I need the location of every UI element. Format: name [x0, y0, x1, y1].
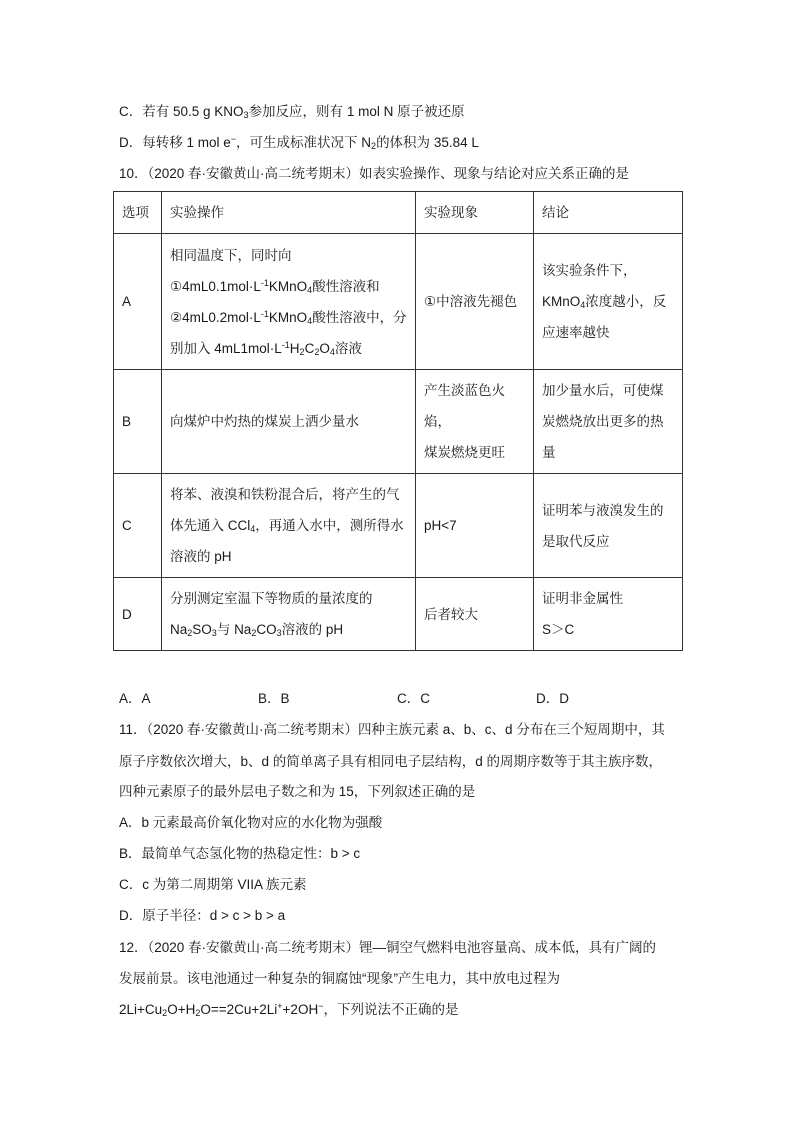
- table-row: [114, 578, 683, 651]
- table-header-row: [114, 192, 683, 234]
- q9-option-d: D．每转移 1 mol e−，可生成标准状况下 $N_2$的体积为 35.84 L: [119, 134, 479, 151]
- row-operation: 相同温度下，同时向 $①4mL0.1mol\cdot L^{-1}KMnO_4$酸性溶液和 $②4mL0.2mol\cdot L^{-1}KMnO_4$酸性溶液中，分 别加入 $4mL1mol\cdot L^{-1}H_2C_2O_4$溶液: [162, 234, 416, 370]
- row-conclusion: 证明苯与液溴发生的 是取代反应: [534, 474, 683, 578]
- row-conclusion: 该实验条件下， KMnO$_4$浓度越小，反 应速率越快: [534, 234, 683, 370]
- q10-choices: [119, 689, 679, 709]
- experiment-table: [113, 191, 683, 651]
- row-option: D: [114, 578, 162, 651]
- row-conclusion: 加少量水后，可使煤 炭燃烧放出更多的热 量: [534, 370, 683, 474]
- q10-stem: 10．（2020 春·安徽黄山·高二统考期末）如表实验操作、现象与结论对应关系正确的是: [119, 166, 630, 181]
- q11-option-d: D．原子半径：d > c > b > a: [119, 908, 286, 923]
- header-operation: 实验操作: [162, 192, 416, 234]
- q11-option-c: C．c 为第二周期第 VIIA 族元素: [119, 877, 307, 892]
- q11-stem-line2: 原子序数依次增大，b、d 的简单离子具有相同电子层结构，d 的周期序数等于其主族序数，: [119, 754, 663, 769]
- row-phenomenon: 产生淡蓝色火焰， 煤炭燃烧更旺: [416, 370, 534, 474]
- q11-option-b: B．最简单气态氢化物的热稳定性：b > c: [119, 846, 361, 861]
- table-row: [114, 474, 683, 578]
- q12-stem-line1: 12．（2020 春·安徽黄山·高二统考期末）锂—铜空气燃料电池容量高、成本低，具有广阔的: [119, 940, 657, 955]
- q9-option-c: C．若有 50.5 g $KNO_3$参加反应，则有 1 mol N 原子被还原: [119, 104, 465, 120]
- choice-c: C．C: [397, 691, 430, 706]
- row-phenomenon: ①中溶液先褪色: [416, 234, 534, 370]
- q11-stem-line1: 11．（2020 春·安徽黄山·高二统考期末）四种主族元素 a、b、c、d 分布在三个短周期中，其: [119, 722, 665, 737]
- q11-option-a: A．b 元素最高价氧化物对应的水化物为强酸: [119, 815, 383, 830]
- q12-stem-line2: 发展前景。该电池通过一种复杂的铜腐蚀“现象”产生电力，其中放电过程为: [119, 971, 560, 986]
- row-option: A: [114, 234, 162, 370]
- header-conclusion: 结论: [534, 192, 683, 234]
- choice-b: B．B: [258, 691, 290, 706]
- row-operation: 将苯、液溴和铁粉混合后，将产生的气 体先通入 CCl$_4$，再通入水中，测所得水 溶液的 pH: [162, 474, 416, 578]
- header-phenomenon: 实验现象: [416, 192, 534, 234]
- row-conclusion: 证明非金属性 S＞C: [534, 578, 683, 651]
- choice-a: A．A: [119, 691, 151, 706]
- q12-equation-line: $2Li+Cu_2O+H_2O==2Cu+2Li^++2OH^-$，下列说法不正确的是: [119, 1001, 459, 1018]
- row-phenomenon: 后者较大: [416, 578, 534, 651]
- header-option: 选项: [114, 192, 162, 234]
- q11-stem-line3: 四种元素原子的最外层电子数之和为 15，下列叙述正确的是: [119, 784, 476, 799]
- row-option: C: [114, 474, 162, 578]
- choice-d: D．D: [536, 691, 569, 706]
- row-option: B: [114, 370, 162, 474]
- row-operation: 分别测定室温下等物质的量浓度的 $Na_2SO_3$与 $Na_2CO_3$溶液的 pH: [162, 578, 416, 651]
- row-operation: 向煤炉中灼热的煤炭上洒少量水: [162, 370, 416, 474]
- row-phenomenon: pH<7: [416, 474, 534, 578]
- table-row: [114, 370, 683, 474]
- table-row: [114, 234, 683, 370]
